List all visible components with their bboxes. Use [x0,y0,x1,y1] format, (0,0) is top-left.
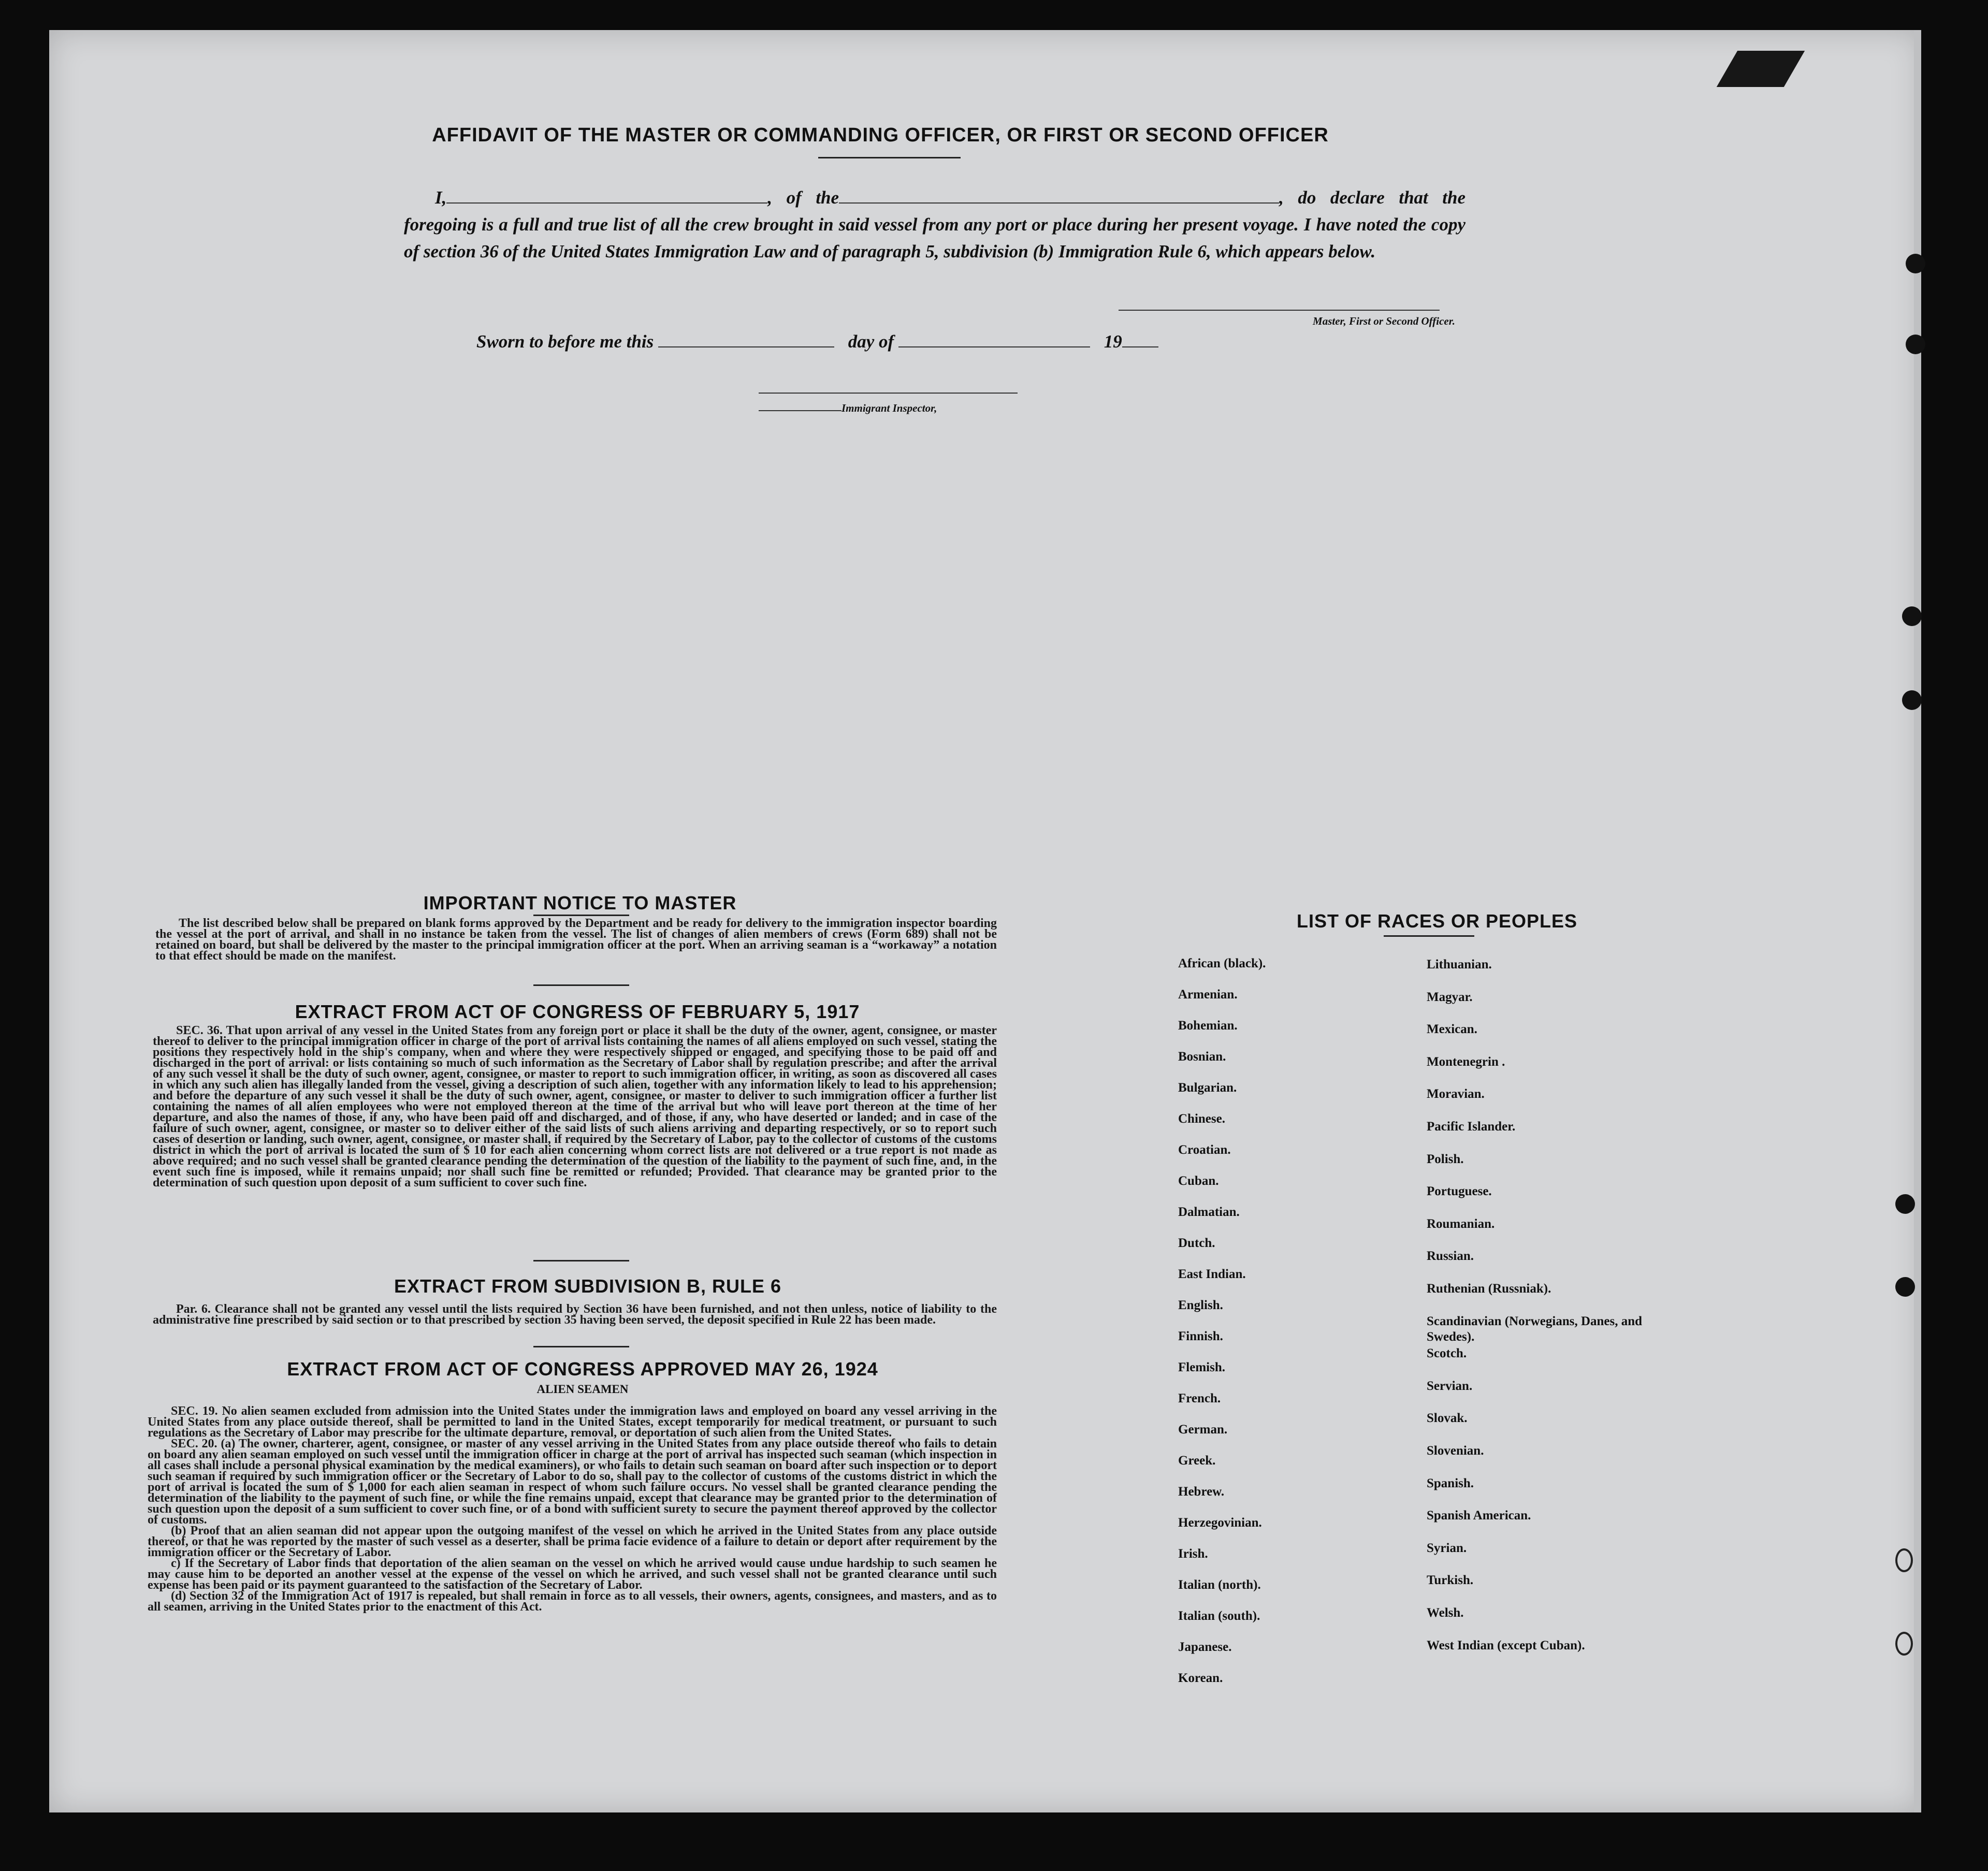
binder-hole-ring [1895,1548,1913,1572]
race-item: French. [1178,1391,1221,1405]
race-item: Italian (south). [1178,1609,1260,1623]
race-item: Slovak. [1427,1411,1468,1426]
act-1924-sec20a: SEC. 20. (a) The owner, charterer, agent, consignee, or master of any vessel arriving in the United States from any place outside thereof who fails to detain on board any alien seaman employed on such vessel until the immigration officer in charge at the port of arrival has inspected such seaman (which inspection in all cases shall include a personal physical examination by the medical examiners), or who fails to detain such seaman on board after such inspection or to deport such seaman if required by such immigration officer or the Secretary of Labor to do so, shall pay to the collector of customs of the customs district in which the port of arrival is located the sum of $ 1,000 for each alien seaman in respect of whom such failure occurs. No vessel shall be granted clearance pending the determination of the liability to the payment of such fine, or while the fine remains unpaid, except that clearance may be granted prior to the determination of such question upon the deposit of a sum sufficient to cover such fine, or of a bond with sufficient surety to secure the payment thereof approved by the collector of customs. [148,1437,997,1527]
races-underline [1384,935,1474,937]
race-item: Spanish American. [1427,1509,1531,1523]
race-item: Finnish. [1178,1329,1223,1343]
page-edge [1914,30,1921,1812]
race-item: Italian (north). [1178,1578,1261,1592]
race-item: Croatian. [1178,1143,1231,1157]
race-item: Russian. [1427,1249,1474,1264]
act-1924-title: EXTRACT FROM ACT OF CONGRESS APPROVED MAY 26, 1924 [287,1358,878,1380]
signature-caption: Master, First or Second Officer. [1313,315,1455,327]
race-item: Armenian. [1178,988,1238,1002]
race-item: Syrian. [1427,1541,1467,1555]
title-underline [818,157,961,158]
binder-hole [1906,254,1925,273]
subdivision-b-title: EXTRACT FROM SUBDIVISION B, RULE 6 [394,1275,782,1297]
section-divider [533,1260,629,1261]
race-item: Turkish. [1427,1573,1474,1588]
race-item: Dutch. [1178,1236,1215,1250]
document-page [49,30,1921,1812]
subdivision-b-body: Par. 6. Clearance shall not be granted any vessel until the lists required by Section 36 have been furnished, and not then unless, notice of liability to the administrative fine prescribed by said section or to that prescribed by section 35 having been served, the deposit specified in Rule 22 has been made. [153,1302,997,1327]
race-item: Scandinavian (Norwegians, Danes, and Swedes). [1427,1314,1643,1344]
name-blank [446,202,767,204]
race-item: Servian. [1427,1379,1473,1393]
race-item: Irish. [1178,1547,1208,1561]
race-item: East Indian. [1178,1267,1246,1281]
act-1924-sec20c: c) If the Secretary of Labor finds that deportation of the alien seaman on the vessel on which he arrived would cause undue hardship to such seamen he may cause him to be deported an another vessel at the expense of the vessel on which he arrived, and such vessel shall not be granted clearance until such expense has been paid or its payment guaranteed to the satisfaction of the Secretary of Labor. [148,1557,997,1592]
race-item: Bosnian. [1178,1050,1226,1064]
race-item: Mexican. [1427,1022,1477,1037]
affidavit-title: AFFIDAVIT OF THE MASTER OR COMMANDING OFFICER, OR FIRST OR SECOND OFFICER [432,124,1329,146]
race-item: Ruthenian (Russniak). [1427,1282,1551,1296]
race-item: Herzegovinian. [1178,1516,1262,1530]
act-1917-body: SEC. 36. That upon arrival of any vessel in the United States from any foreign port or place it shall be the duty of the owner, agent, consignee, or master thereof to deliver to the principal immigration officer in charge of the port of arrival lists containing the names of all aliens employed on such vessel, stating the positions they respectively hold in the ship's company, when and where they were respectively shipped or engaged, and specifying those to be paid off and discharged in the port of arrival: or lists containing so much of such information as the Secretary of Labor shall by regulation prescribe; and after the arrival of any such vessel it shall be the duty of such owner, agent, consignee, or master to report to such immigration officer, in writing, as soon as discovered all cases in which any such alien has illegally landed from the vessel, giving a description of such alien, together with any information likely to lead to his apprehension; and before the departure of any such vessel it shall be the duty of such owner, agent, consignee, or master to deliver to such immigration officer a further list containing the names of all alien employees who were not employed thereon at the time of the arrival but who will leave port thereon at the time of her departure, and also the names of those, if any, who have been paid off and discharged, and of those, if any, who have deserted or landed; and in case of the failure of such owner, agent, consignee, or master so to deliver either of the said lists of such aliens arriving and departing respectively, or so to report such cases of desertion or landing, such owner, agent, consignee, or master shall, if required by the Secretary of Labor, pay to the collector of customs of the customs district in which the port of arrival is located the sum of $ 10 for each alien concerning whom correct lists are not delivered or a true report is not made as above required; and no such vessel shall be granted clearance pending the determination of the question of the liability to the payment of such fine, and, in the event such fine is imposed, while it remains unpaid; nor shall such fine be remitted or refunded; Provided. That clearance may be granted prior to the determination of such question upon deposit of a sum sufficient to cover such fine. [153,1024,997,1190]
month-blank [898,346,1090,347]
vessel-blank [839,202,1279,204]
binder-hole-ring [1895,1632,1913,1656]
inspector-caption: Immigrant Inspector, [841,402,937,414]
binder-hole [1895,1277,1915,1297]
race-item: Korean. [1178,1671,1223,1685]
section-divider [533,1346,629,1347]
race-item: Montenegrin . [1427,1054,1505,1069]
race-item: Bulgarian. [1178,1081,1237,1095]
race-item: Bohemian. [1178,1019,1238,1033]
race-item: Hebrew. [1178,1485,1225,1499]
race-item: Cuban. [1178,1174,1219,1188]
race-item: Slovenian. [1427,1444,1484,1458]
race-item: Flemish. [1178,1360,1225,1374]
race-item: Lithuanian. [1427,958,1492,971]
notice-title: IMPORTANT NOTICE TO MASTER [423,892,737,913]
day-blank [658,346,834,347]
notice-body: The list described below shall be prepared on blank forms approved by the Department and be ready for delivery to the immigration inspector boarding the vessel at the port of arrival, and shall in no instance be taken from the vessel. The list of changes of alien members of crews (Form 689) shall not be retained on board, but shall be delivered by the master to the principal immigration officer at the port. When an arriving seaman is a “workaway” a notation to that effect should be made on the manifest. [155,917,997,963]
notice-underline [533,915,629,916]
race-item: German. [1178,1423,1228,1437]
act-1924-sec20d: (d) Section 32 of the Immigration Act of 1917 is repealed, but shall remain in force as to all vessels, their owners, agents, consignees, and masters, and as to all seamen, arriving in the United States prior to the enactment of this Act. [148,1589,997,1614]
race-item: Dalmatian. [1178,1205,1240,1219]
affidavit-of-the: , of the [767,187,839,208]
alien-seamen-subtitle: ALIEN SEAMEN [536,1383,629,1396]
race-item: Roumanian. [1427,1216,1495,1231]
race-item: Welsh. [1427,1606,1464,1620]
race-item: West Indian (except Cuban). [1427,1638,1585,1652]
corner-tab-mark [1717,51,1805,87]
affidavit-body: that the foregoing is a full and true list of all the crew brought in said vessel from any port or place during her present voyage. I have noted the copy of section 36 of the United States Immigration Law and of paragraph 5, subdivision (b) Immigration Rule 6, which appears below. [404,187,1466,262]
race-item: Pacific Islander. [1427,1120,1516,1134]
race-item: Chinese. [1178,1112,1225,1126]
affidavit-declaration [404,184,1465,265]
affidavit-do-declare: , do declare [1279,187,1385,208]
sworn-line [476,331,1253,352]
race-item: Portuguese. [1427,1184,1492,1199]
race-item: Polish. [1427,1152,1464,1166]
race-item: English. [1178,1298,1223,1312]
act-1924-sec19: SEC. 19. No alien seamen excluded from admission into the United States under the immigration laws and employed on board any vessel arriving in the United States from any place outside thereof, shall be permitted to land in the United States, except temporarily for medical treatment, or pursuant to such regulations as the Secretary of Labor may prescribe for the ultimate departure, removal, or deportation of such alien from the United States. [148,1404,997,1440]
year-prefix: 19 [1104,331,1122,352]
binder-hole [1902,690,1922,710]
year-blank [1122,346,1158,347]
binder-hole [1902,606,1922,626]
signature-line [1119,310,1440,311]
act-1917-title: EXTRACT FROM ACT OF CONGRESS OF FEBRUARY 5, 1917 [295,1001,860,1022]
race-item: Spanish. [1427,1476,1474,1490]
race-item: Moravian. [1427,1087,1485,1101]
section-divider [533,984,629,986]
binder-hole [1895,1194,1915,1214]
act-1924-body [148,1406,997,1613]
sworn-text: Sworn to before me this [476,331,654,352]
inspector-signature-line-short [759,410,841,411]
binder-hole [1906,335,1925,354]
day-of-text: day of [848,331,894,352]
race-item: Scotch. [1427,1346,1467,1361]
act-1924-sec20b: (b) Proof that an alien seaman did not appear upon the outgoing manifest of the vessel on which he arrived in the United States from any place outside thereof, or that he was reported by the master of such vessel as a deserter, shall be prima facie evidence of a failure to detain or deport after requirement by the immigration officer or the Secretary of Labor. [148,1524,997,1559]
affidavit-i: I, [435,187,447,208]
inspector-signature-line [759,393,1018,394]
race-item: Magyar. [1427,990,1473,1004]
race-item: Japanese. [1178,1640,1232,1654]
race-item: African (black). [1178,956,1266,970]
race-item: Greek. [1178,1454,1216,1468]
races-title: LIST OF RACES OR PEOPLES [1296,910,1578,932]
